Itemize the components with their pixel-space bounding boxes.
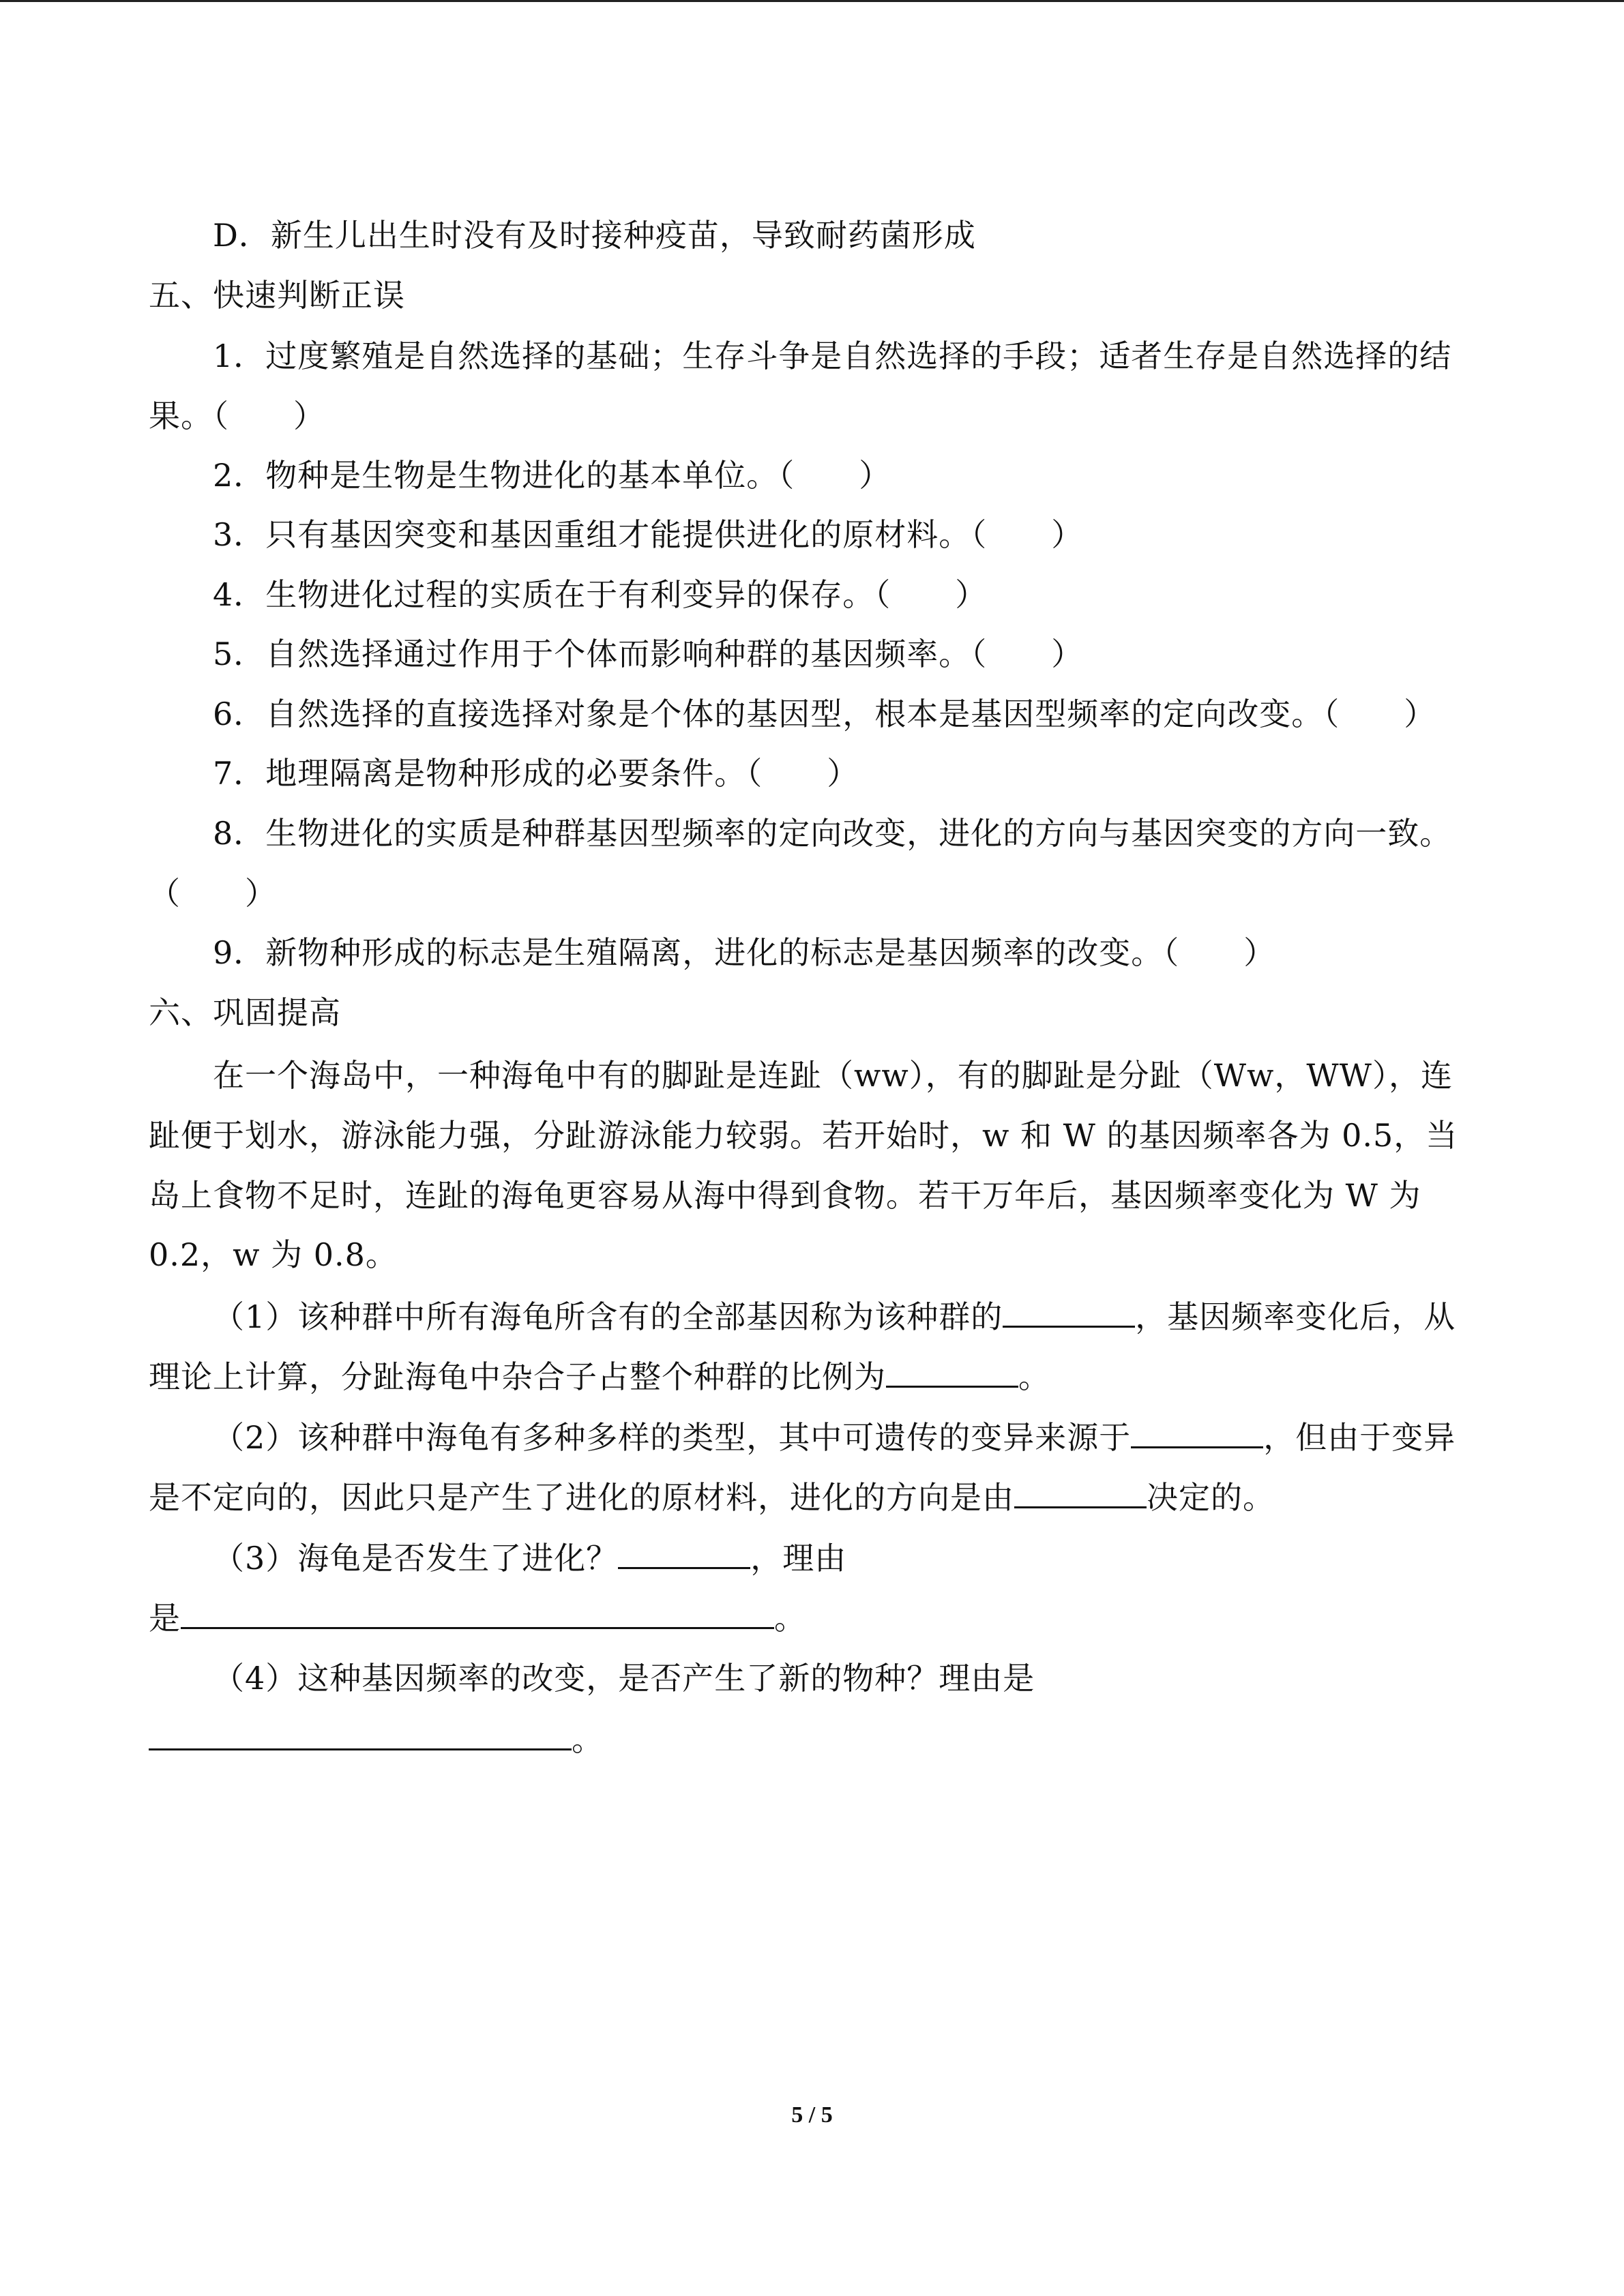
q3-blank-reason[interactable] [181,1597,774,1629]
q3-text-b: ，理由 [750,1540,847,1577]
question-2-line1 [213,1416,1456,1458]
section5-title: 五、快速判断正误 [149,277,405,314]
option-d: D．新生儿出生时没有及时接种疫苗，导致耐药菌形成 [213,217,976,254]
judgment-item-6: 6．自然选择的直接选择对象是个体的基因型，根本是基因型频率的定向改变。（ ） [213,696,1436,732]
question-2-line2 [149,1476,1275,1518]
question-1-line1 [213,1296,1456,1337]
question-4-line1: （4）这种基因频率的改变，是否产生了新的物种？理由是 [213,1660,1035,1697]
judgment-item-9: 9．新物种形成的标志是生殖隔离，进化的标志是基因频率的改变。（ ） [213,934,1276,971]
q2-blank-evolution-direction[interactable] [1014,1476,1147,1508]
q3-text-a: （3）海龟是否发生了进化？ [213,1540,619,1577]
question-4-line2 [149,1718,604,1760]
intro-line-3: 岛上食物不足时，连趾的海龟更容易从海中得到食物。若干万年后，基因频率变化为 W 为 [149,1177,1421,1214]
judgment-item-1-line2: 果。（ ） [149,398,325,434]
question-3-line2 [149,1597,806,1639]
intro-line-1: 在一个海岛中，一种海龟中有的脚趾是连趾（ww），有的脚趾是分趾（Ww，WW），连 [213,1057,1453,1094]
q2-text-b: ，但由于变异 [1263,1419,1456,1456]
judgment-item-5: 5．自然选择通过作用于个体而影响种群的基因频率。（ ） [213,636,1084,672]
q4-text-end: 。 [572,1721,604,1758]
q1-text-a: （1）该种群中所有海龟所含有的全部基因称为该种群的 [213,1298,1003,1335]
q1-blank-gene-pool[interactable] [1003,1296,1135,1328]
q2-blank-variation-source[interactable] [1131,1416,1263,1448]
q3-text-d: 。 [774,1600,806,1637]
judgment-item-8-line2: （ ） [149,875,277,912]
q4-blank-reason[interactable] [149,1718,572,1750]
question-3-line1 [213,1537,846,1579]
q1-text-c: 理论上计算，分趾海龟中杂合子占整个种群的比例为 [149,1358,886,1395]
judgment-item-2: 2．物种是生物是生物进化的基本单位。（ ） [213,457,891,494]
q2-text-c: 是不定向的，因此只是产生了进化的原材料，进化的方向是由 [149,1479,1014,1516]
question-1-line2 [149,1356,1050,1397]
q3-text-c: 是 [149,1600,181,1637]
q2-text-d: 决定的。 [1147,1479,1275,1516]
intro-line-4: 0.2，w 为 0.8。 [149,1236,398,1273]
q1-text-d: 。 [1018,1358,1050,1395]
judgment-item-4: 4．生物进化过程的实质在于有利变异的保存。（ ） [213,576,988,613]
judgment-item-7: 7．地理隔离是物种形成的必要条件。（ ） [213,755,859,792]
judgment-item-1-line1: 1．过度繁殖是自然选择的基础；生存斗争是自然选择的手段；适者生存是自然选择的结 [213,338,1452,374]
q2-text-a: （2）该种群中海龟有多种多样的类型，其中可遗传的变异来源于 [213,1419,1132,1456]
intro-line-2: 趾便于划水，游泳能力强，分趾游泳能力较弱。若开始时，w 和 W 的基因频率各为 0.5，当 [149,1117,1458,1154]
judgment-item-3: 3．只有基因突变和基因重组才能提供进化的原材料。（ ） [213,516,1084,553]
page-number: 5 / 5 [791,2102,833,2128]
judgment-item-8-line1: 8．生物进化的实质是种群基因型频率的定向改变，进化的方向与基因突变的方向一致。 [213,815,1452,852]
q3-blank-evolved[interactable] [618,1537,750,1569]
q1-text-b: ，基因频率变化后，从 [1135,1298,1456,1335]
q1-blank-heterozygote-ratio[interactable] [886,1356,1018,1388]
section6-title: 六、巩固提高 [149,994,341,1031]
